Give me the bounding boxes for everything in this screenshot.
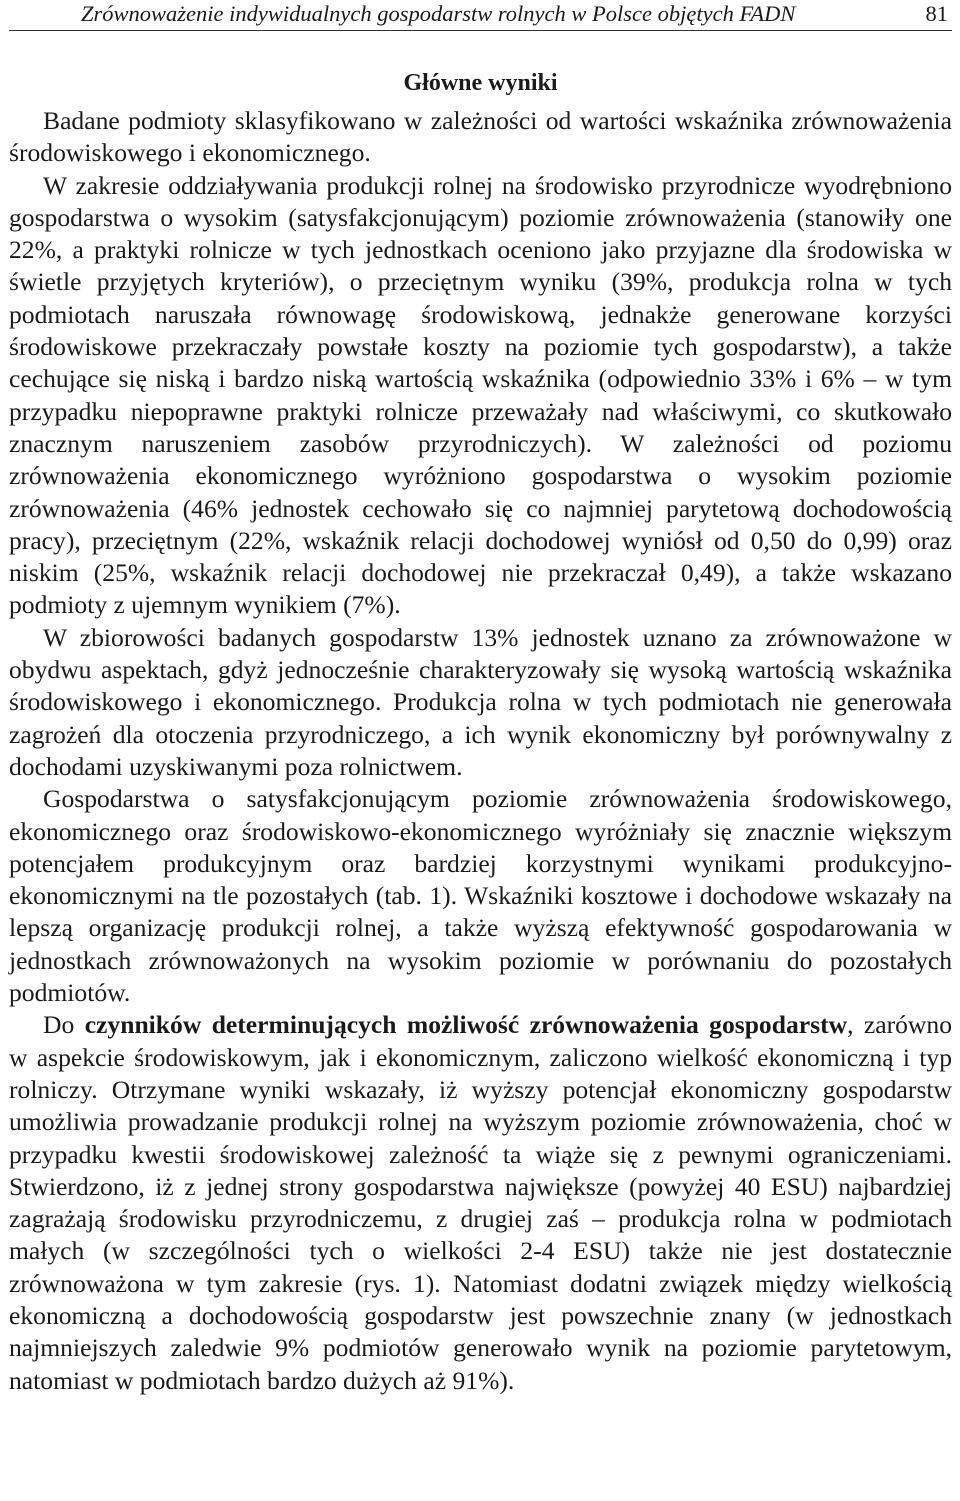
paragraph-5-lead: Do [43,1010,85,1040]
running-title: Zrównoważenie indywidualnych gospodarstw rolnych w Polsce objętych FADN [81,1,796,26]
paragraph-5-bold-phrase: czynników determinujących możliwość zrównoważenia gospodarstw [84,1010,848,1040]
paragraph-3: W zbiorowości badanych gospodarstw 13% jednostek uznano za zrównoważone w obydwu aspektach, gdyż jednocześnie charakteryzowały się wysoką wartością wskaźnika środowiskowego i ekonomicznego. Produkcja rolna w tych podmiotach nie generowała zagrożeń dla otoczenia przyrodniczego, a ich wynik ekonomiczny był porównywalny z dochodami uzyskiwanymi poza rolnictwem. [9,622,952,781]
section-title: Główne wyniki [403,70,558,96]
page-number: 81 [925,1,948,26]
paragraph-4: Gospodarstwa o satysfakcjonującym poziomie zrównoważenia środowiskowego, ekonomicznego oraz środowiskowo-ekonomicznego wyróżniały się znacznie większym potencjałem produkcyjnym oraz bardziej korzystnymi wynikami produkcyjno-ekonomicznymi na tle pozostałych (tab. 1). Wskaźniki kosztowe i dochodowe wskazały na lepszą organizację produkcji rolnej, a także wyższą efektywność gospodarowania w jednostkach zrównoważonych na wysokim poziomie w porównaniu do pozostałych podmiotów. [9,784,952,1008]
paragraph-2: W zakresie oddziaływania produkcji rolnej na środowisko przyrodnicze wyodrębniono gospodarstwa o wysokim (satysfakcjonującym) poziomie zrównoważenia (stanowiły one 22%, a praktyki rolnicze w tych jednostkach oceniono jako przyjazne dla środowiska w świetle przyjętych kryteriów), o przeciętnym wyniku (39%, produkcja rolna w tych podmiotach naruszała równowagę środowiskową, jednakże generowane korzyści środowiskowe przekraczały powstałe koszty na poziomie tych gospodarstw), a także cechujące się niską i bardzo niską wartością wskaźnika (odpowiednio 33% i 6% – w tym przypadku niepoprawne praktyki rolnicze przeważały nad właściwymi, co skutkowało znacznym naruszeniem zasobów przyrodniczych). W zależności od poziomu zrównoważenia ekonomicznego wyróżniono gospodarstwa o wysokim poziomie zrównoważenia (46% jednostek cechowało się co najmniej parytetową dochodowością pracy), przeciętnym (22%, wskaźnik relacji dochodowej wyniósł od 0,50 do 0,99) oraz niskim (25%, wskaźnik relacji dochodowej nie przekraczał 0,49), a także wskazano podmioty z ujemnym wynikiem (7%). [9,170,952,620]
paragraph-5 [9,1009,952,1397]
running-header [9,0,952,31]
body-text [9,105,952,1397]
paragraph-5-rest: , zarówno w aspekcie środowiskowym, jak i ekonomicznym, zaliczono wielkość ekonomiczną i typ rolniczy. Otrzymane wyniki wskazały, iż wyższy potencjał ekonomiczny gospodarstw umożliwia prowadzanie produkcji rolnej na wyższym poziomie zrównoważenia, choć w przypadku kwestii środowiskowej zależność ta wiąże się z pewnymi ograniczeniami. Stwierdzono, iż z jednej strony gospodarstwa największe (powyżej 40 ESU) najbardziej zagrażają środowisku przyrodniczemu, z drugiej zaś – produkcja rolna w podmiotach małych (w szczególności tych o wielkości 2-4 ESU) także nie jest dostatecznie zrównoważona w tym zakresie (rys. 1). Natomiast dodatni związek między wielkością ekonomiczną a dochodowością gospodarstw jest powszechnie znany (w jednostkach najmniejszych zaledwie 9% podmiotów generowało wynik na poziomie parytetowym, natomiast w podmiotach bardzo dużych aż 91%). [9,1010,953,1395]
paragraph-1: Badane podmioty sklasyfikowano w zależności od wartości wskaźnika zrównoważenia środowiskowego i ekonomicznego. [9,106,952,168]
